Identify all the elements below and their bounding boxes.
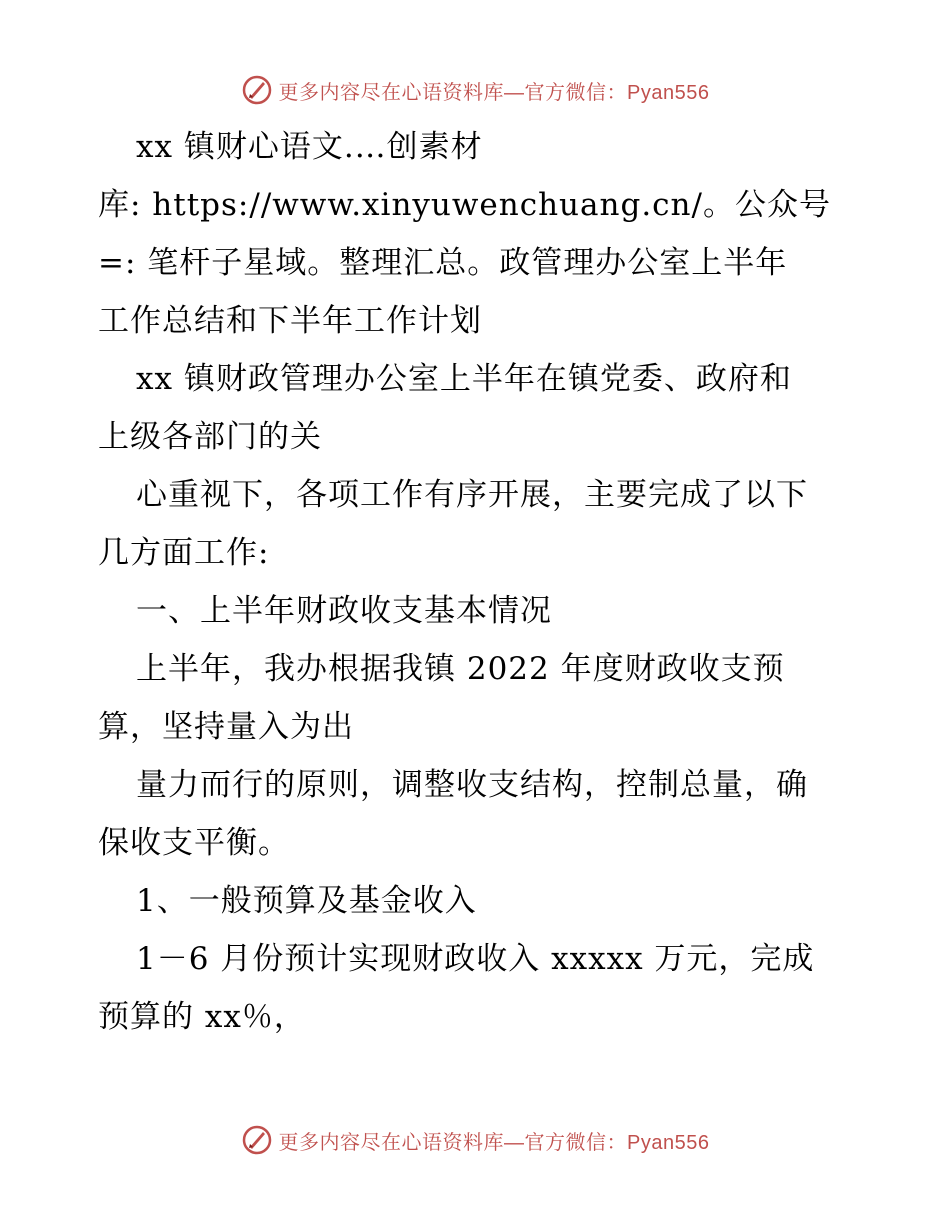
footer-watermark-text: 更多内容尽在心语资料库—官方微信：Pyan556 bbox=[278, 1131, 710, 1154]
body-line: 几方面工作: bbox=[98, 535, 270, 571]
footer-watermark-banner bbox=[0, 1120, 950, 1160]
feather-pen-logo-icon bbox=[241, 74, 273, 106]
body-line: 1－6 月份预计实现财政收入 xxxxx 万元，完成 bbox=[136, 941, 815, 977]
body-line: xx 镇财政管理办公室上半年在镇党委、政府和 bbox=[136, 361, 792, 397]
header-watermark-banner bbox=[0, 70, 950, 110]
feather-pen-logo-icon bbox=[241, 1124, 273, 1156]
document-body bbox=[98, 118, 858, 1046]
body-line: 预算的 xx％， bbox=[98, 999, 306, 1035]
subsection-heading: 1、一般预算及基金收入 bbox=[136, 883, 477, 919]
body-line: xx 镇财心语文.…创素材 bbox=[136, 129, 483, 165]
body-line: 心重视下，各项工作有序开展，主要完成了以下 bbox=[136, 477, 808, 513]
body-line: 算，坚持量入为出 bbox=[98, 709, 354, 745]
body-line: 保收支平衡。 bbox=[98, 825, 290, 861]
header-watermark-text: 更多内容尽在心语资料库—官方微信：Pyan556 bbox=[278, 81, 710, 104]
body-line: 库: https://www.xinyuwenchuang.cn/。公众号 bbox=[98, 187, 831, 223]
section-heading: 一、上半年财政收支基本情况 bbox=[136, 593, 552, 629]
body-line: 上半年，我办根据我镇 2022 年度财政收支预 bbox=[136, 651, 785, 687]
body-line: 上级各部门的关 bbox=[98, 419, 322, 455]
body-line: 工作总结和下半年工作计划 bbox=[98, 303, 482, 339]
body-line: =: 笔杆子星域。整理汇总。政管理办公室上半年 bbox=[98, 245, 788, 281]
body-line: 量力而行的原则，调整收支结构，控制总量，确 bbox=[136, 767, 808, 803]
